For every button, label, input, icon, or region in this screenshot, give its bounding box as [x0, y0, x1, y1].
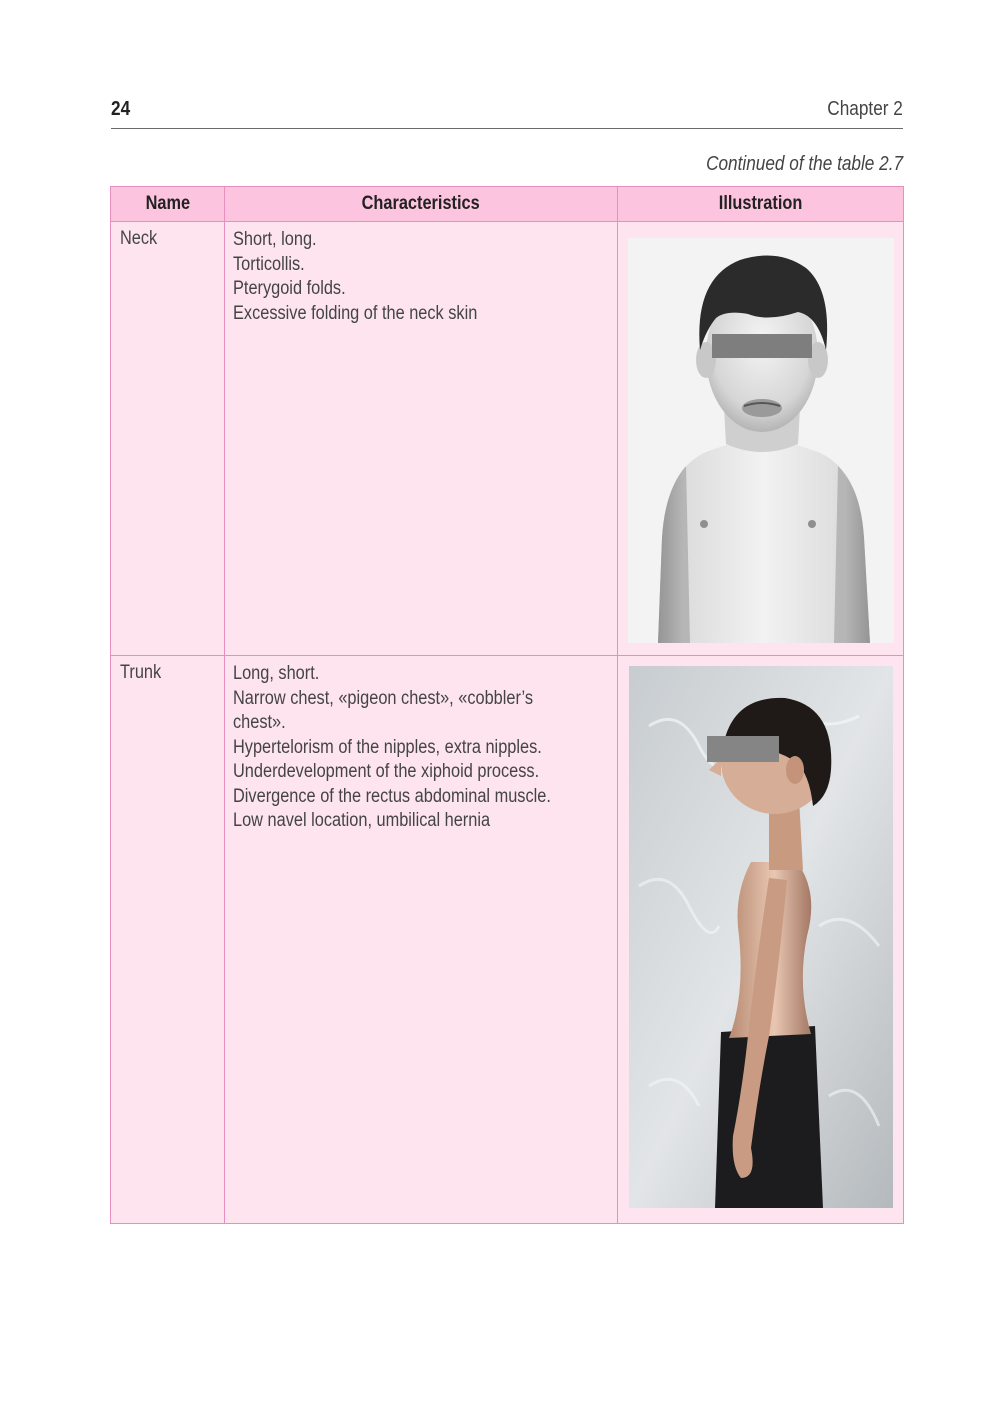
- table-continuation-caption: Continued of the table 2.7: [706, 153, 903, 175]
- page-number: 24: [111, 98, 131, 120]
- characteristic-line: Torticollis.: [233, 253, 305, 275]
- row-name-cell: [111, 656, 225, 1224]
- characteristic-line: Short, long.: [233, 229, 317, 250]
- characteristic-line: chest».: [233, 712, 286, 733]
- photo-boy-profile-color: [629, 666, 893, 1208]
- photo-boy-front-bw: [628, 238, 894, 643]
- column-header-illustration: Illustration: [618, 187, 904, 222]
- table-row-trunk: [111, 656, 904, 1224]
- characteristic-line: Excessive folding of the neck skin: [233, 302, 478, 324]
- characteristics-table: [110, 186, 904, 1224]
- row-characteristics-cell: [225, 222, 618, 656]
- characteristic-line: Long, short.: [233, 663, 320, 684]
- row-name: Neck: [120, 228, 158, 249]
- characteristic-line: Pterygoid folds.: [233, 278, 346, 299]
- characteristic-line: Narrow chest, «pigeon chest», «cobbler’s: [233, 687, 534, 709]
- page-header: [111, 96, 903, 129]
- table-row-neck: [111, 222, 904, 656]
- characteristic-line: Underdevelopment of the xiphoid process.: [233, 761, 540, 782]
- characteristic-line: Low navel location, umbilical hernia: [233, 810, 491, 831]
- row-illustration-cell: [618, 222, 904, 656]
- column-header-name: Name: [111, 187, 225, 222]
- characteristic-line: Hypertelorism of the nipples, extra nipples.: [233, 736, 542, 758]
- row-name-cell: [111, 222, 225, 656]
- row-characteristics-cell: [225, 656, 618, 1224]
- table-header-row: [111, 187, 904, 222]
- row-name: Trunk: [120, 662, 162, 683]
- column-header-characteristics: Characteristics: [225, 187, 618, 222]
- characteristic-line: Divergence of the rectus abdominal muscle.: [233, 785, 551, 807]
- chapter-label: Chapter 2: [827, 98, 903, 120]
- row-illustration-cell: [618, 656, 904, 1224]
